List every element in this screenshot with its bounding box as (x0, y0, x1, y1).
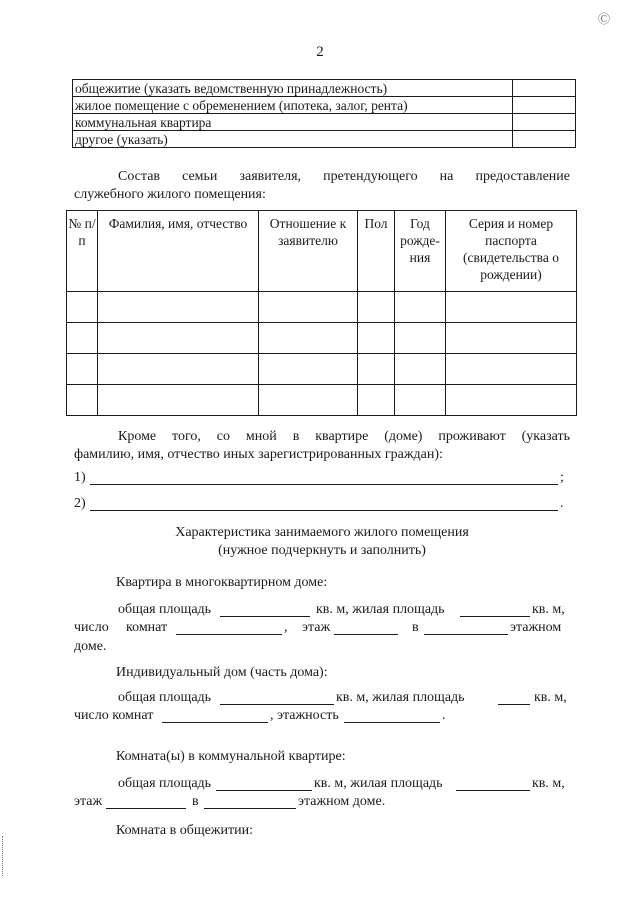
communal-floor-input[interactable] (106, 794, 186, 809)
housing-type-label: другое (указать) (73, 131, 513, 148)
housing-type-label: коммунальная квартира (73, 114, 513, 131)
col-sex: Пол (358, 211, 395, 292)
page-number: 2 (316, 44, 324, 60)
characteristics-title: Характеристика занимаемого жилого помещения (175, 525, 469, 540)
housing-type-label: жилое помещение с обременением (ипотека, залог, рента) (73, 97, 513, 114)
apartment-floors-input[interactable] (424, 620, 508, 635)
house-floors-input[interactable] (344, 708, 440, 723)
table-cell[interactable] (395, 323, 446, 354)
col-birth-year: Год рожде-ния (395, 211, 446, 292)
table-cell[interactable] (358, 292, 395, 323)
communal-area-row (74, 776, 572, 794)
label: этажном (510, 620, 562, 635)
apartment-house-word: доме. (74, 639, 107, 654)
apartment-living-area-input[interactable] (460, 602, 530, 617)
table-cell[interactable] (446, 385, 577, 416)
table-cell[interactable] (98, 354, 259, 385)
communal-living-area-input[interactable] (456, 776, 530, 791)
label: кв. м, (532, 602, 565, 617)
label: , (284, 620, 288, 635)
family-table (66, 210, 577, 416)
resident-input-2[interactable] (90, 496, 558, 511)
table-row (73, 97, 576, 114)
label: в (192, 794, 199, 809)
housing-type-checkbox[interactable] (513, 131, 576, 148)
table-cell[interactable] (67, 292, 98, 323)
house-total-area-input[interactable] (220, 690, 334, 705)
housing-type-label: общежитие (указать ведомственную принадлежность) (73, 80, 513, 97)
resident-input-1[interactable] (90, 470, 558, 485)
table-cell[interactable] (98, 385, 259, 416)
label: комнат (126, 620, 168, 635)
label: . (442, 708, 446, 723)
table-cell[interactable] (67, 354, 98, 385)
table-row (67, 323, 577, 354)
housing-type-checkbox[interactable] (513, 80, 576, 97)
corner-mark: Ⓒ (598, 12, 611, 26)
communal-floors-input[interactable] (204, 794, 296, 809)
resident-entry-1 (74, 470, 572, 488)
table-row (67, 292, 577, 323)
housing-type-checkbox[interactable] (513, 97, 576, 114)
table-cell[interactable] (259, 323, 358, 354)
label: общая площадь (118, 690, 212, 705)
item-end: ; (560, 470, 564, 485)
house-living-area-input[interactable] (498, 690, 530, 705)
table-cell[interactable] (67, 323, 98, 354)
resident-entry-2 (74, 496, 572, 514)
family-intro: Состав семьи заявителя, претендующего на предоставление (118, 169, 570, 184)
table-row (67, 354, 577, 385)
apartment-floor-input[interactable] (334, 620, 398, 635)
col-number: № п/п (67, 211, 98, 292)
communal-heading: Комната(ы) в коммунальной квартире: (116, 749, 346, 764)
apartment-rooms-row (74, 620, 572, 638)
table-cell[interactable] (395, 354, 446, 385)
apartment-rooms-input[interactable] (176, 620, 282, 635)
label: число комнат (74, 708, 154, 723)
label: кв. м, (534, 690, 567, 705)
col-relation: Отношение к заявителю (259, 211, 358, 292)
apartment-area-row (74, 602, 572, 620)
item-number: 1) (74, 470, 86, 485)
table-row (67, 385, 577, 416)
table-cell[interactable] (395, 292, 446, 323)
table-header-row (67, 211, 577, 292)
table-cell[interactable] (358, 354, 395, 385)
scan-edge-mark (2, 836, 9, 876)
label: этаж (302, 620, 331, 635)
item-number: 2) (74, 496, 86, 511)
house-rooms-row (74, 708, 572, 726)
house-rooms-input[interactable] (162, 708, 268, 723)
dorm-heading: Комната в общежитии: (116, 823, 253, 838)
table-cell[interactable] (98, 292, 259, 323)
table-cell[interactable] (259, 385, 358, 416)
apartment-total-area-input[interactable] (220, 602, 310, 617)
communal-total-area-input[interactable] (216, 776, 312, 791)
label: этажном доме. (298, 794, 386, 809)
table-row (73, 80, 576, 97)
house-heading: Индивидуальный дом (часть дома): (116, 665, 328, 680)
col-full-name: Фамилия, имя, отчество (98, 211, 259, 292)
communal-floor-row (74, 794, 572, 812)
family-intro-2: служебного жилого помещения: (74, 187, 266, 202)
table-cell[interactable] (446, 292, 577, 323)
table-cell[interactable] (98, 323, 259, 354)
label: , этажность (270, 708, 339, 723)
col-passport: Серия и номер паспорта (свидетельства о рождении) (446, 211, 577, 292)
table-cell[interactable] (358, 385, 395, 416)
housing-type-table (72, 79, 576, 148)
label: кв. м, (532, 776, 565, 791)
label: в (412, 620, 419, 635)
label: кв. м, жилая площадь (316, 602, 445, 617)
label: кв. м, жилая площадь (336, 690, 465, 705)
table-cell[interactable] (395, 385, 446, 416)
label: общая площадь (118, 776, 212, 791)
table-row (73, 131, 576, 148)
label: кв. м, жилая площадь (314, 776, 443, 791)
table-row (73, 114, 576, 131)
label: этаж (74, 794, 103, 809)
label: число (74, 620, 109, 635)
residents-line-1: Кроме того, со мной в квартире (доме) проживают (указать (118, 429, 570, 444)
table-cell[interactable] (67, 385, 98, 416)
apartment-heading: Квартира в многоквартирном доме: (116, 575, 328, 590)
table-cell[interactable] (446, 323, 577, 354)
table-cell[interactable] (259, 354, 358, 385)
residents-line-2: фамилию, имя, отчество иных зарегистрированных граждан): (74, 447, 443, 462)
label: общая площадь (118, 602, 212, 617)
table-cell[interactable] (446, 354, 577, 385)
item-end: . (560, 496, 564, 511)
characteristics-subtitle: (нужное подчеркнуть и заполнить) (218, 543, 426, 558)
table-cell[interactable] (259, 292, 358, 323)
housing-type-checkbox[interactable] (513, 114, 576, 131)
table-cell[interactable] (358, 323, 395, 354)
house-area-row (74, 690, 572, 708)
